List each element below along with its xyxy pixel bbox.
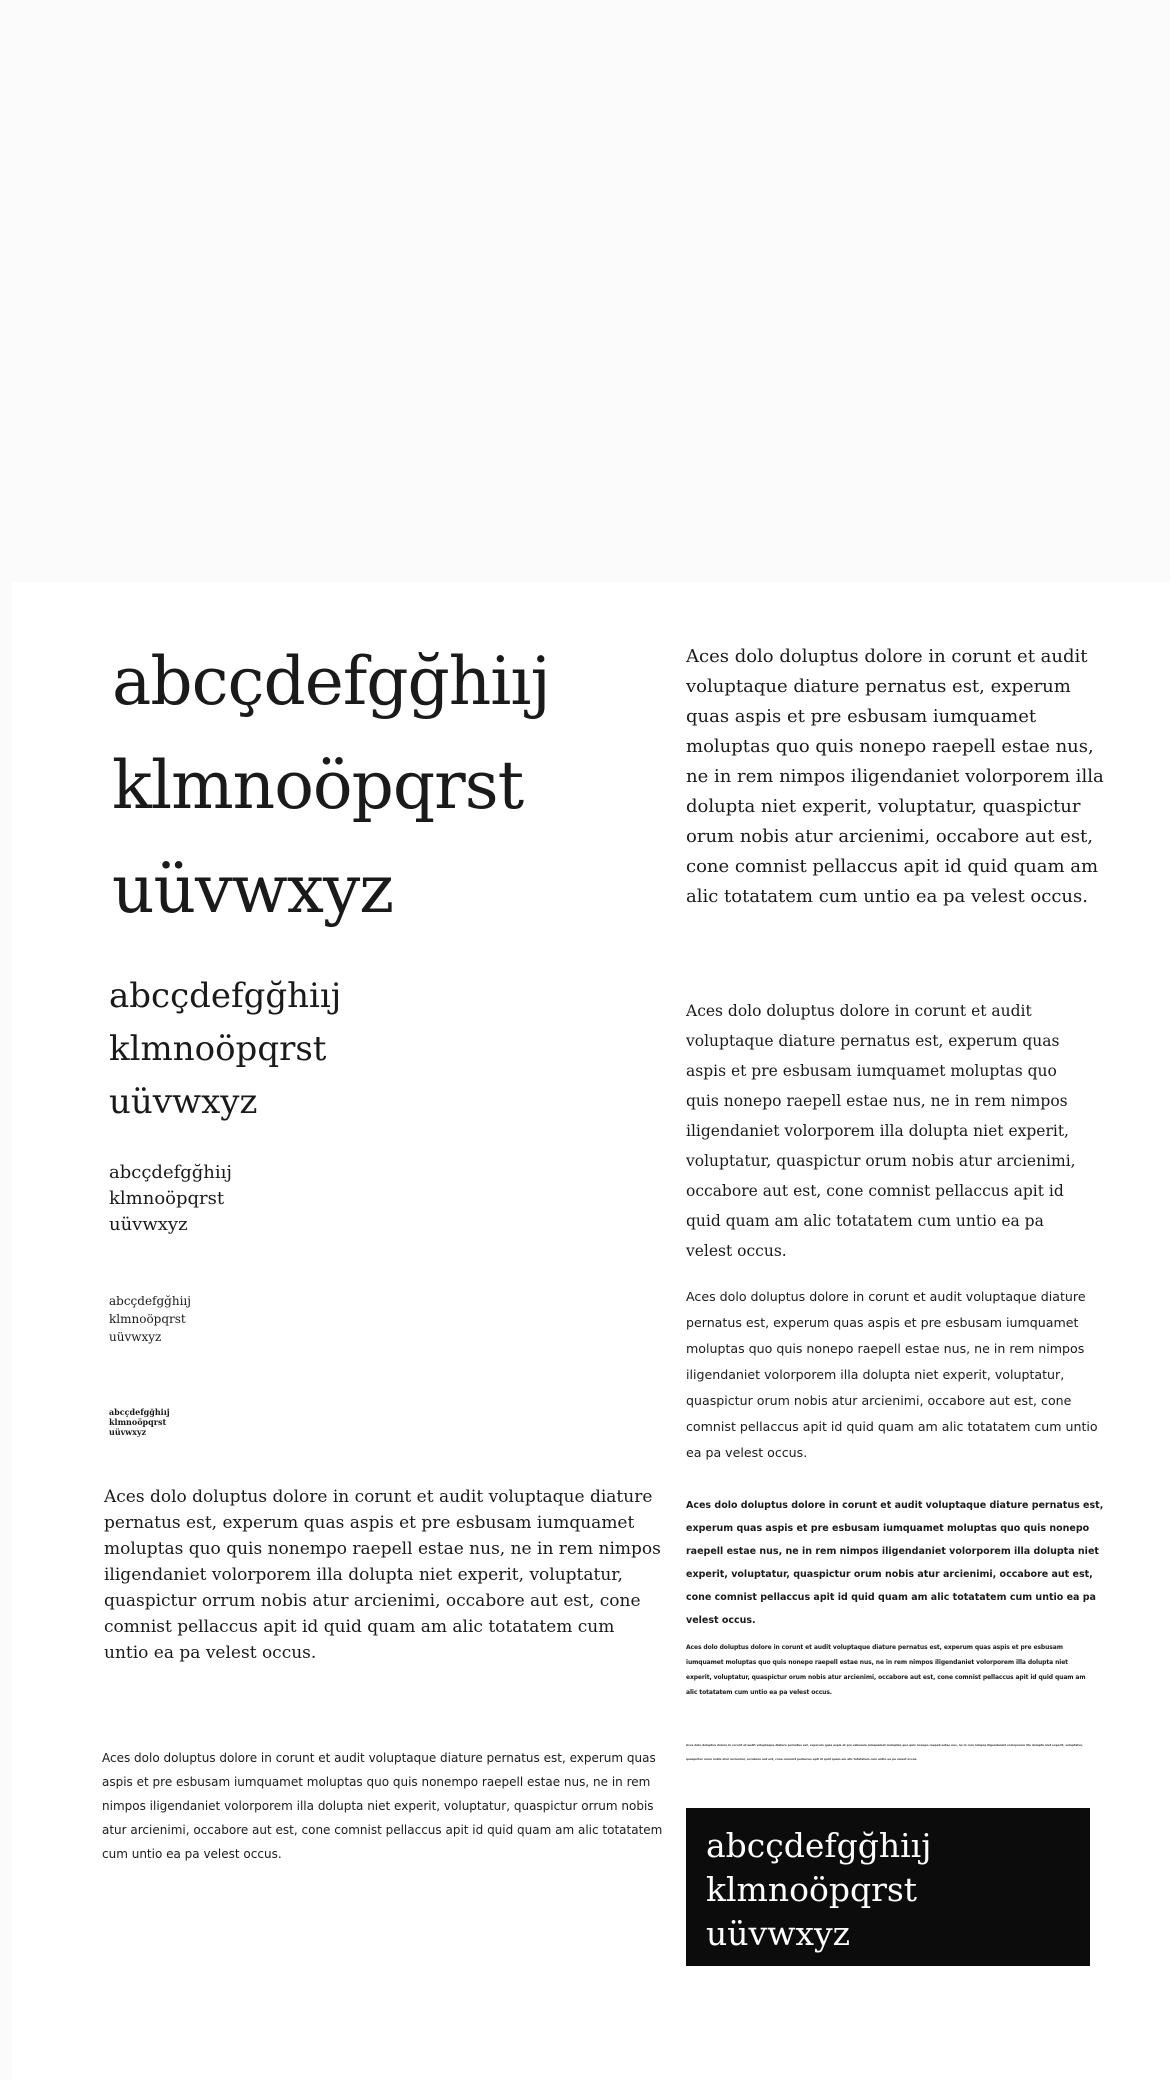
paragraph-sample-6: Aces dolo doluptus dolore in corunt et audit voluptaque diature pernatus est, experum quas aspis et pre esbusam iumquamet moluptas quo quis nonepo raepell estae nus, ne in rem nimpos iligendaniet volorporem illa dolupta niet experit, voluptatur, quaspictur orum nobis atur arcienimi, occabore aut est, cone comnist pellaccus apit id quid quam am alic totatatem cum untio ea pa velest occus. (686, 1743, 1083, 1761)
alphabet-sample-large (109, 970, 341, 1129)
paragraph-sample-5: Aces dolo doluptus dolore in corunt et audit voluptaque diature pernatus est, experum quas aspis et pre esbusam iumquamet moluptas quo quis nonepo raepell estae nus, ne in rem nimpos iligendaniet volorporem illa dolupta niet experit, voluptatur, quaspictur orum nobis atur arcienimi, occabore aut est, cone comnist pellaccus apit id quid quam am alic totatatem cum untio ea pa velest occus. (686, 1644, 1086, 1696)
alphabet-sample-tiny (109, 1407, 170, 1437)
alphabet-line: uüvwxyz (706, 1914, 851, 1953)
alphabet-line: abcçdefgğhiıj (109, 1407, 170, 1417)
alphabet-sample-medium (109, 1160, 232, 1238)
paragraph-sample-large: Aces dolo doluptus dolore in corunt et audit voluptaque diature pernatus est, experum quas aspis et pre esbusam iumquamet moluptas quo quis nonempo raepell estae nus, ne in rem nimpos iligendaniet volorporem illa dolupta niet experit, voluptatur, quaspictur orrum nobis atur arcienimi, occabore aut est, cone comnist pellaccus apit id quid quam am alic totatatem cum untio ea pa velest occus. (104, 1487, 661, 1663)
alphabet-line: klmnoöpqrst (109, 1417, 167, 1427)
alphabet-line: abcçdefgğhiıj (706, 1826, 932, 1865)
paragraph-sample-1: Aces dolo doluptus dolore in corunt et audit voluptaque diature pernatus est, experum quas aspis et pre esbusam iumquamet moluptas quo quis nonepo raepell estae nus, ne in rem nimpos iligendaniet volorporem illa dolupta niet experit, voluptatur, quaspictur orum nobis atur arcienimi, occabore aut est, cone comnist pellaccus apit id quid quam am alic totatatem cum untio ea pa velest occus. (686, 646, 1104, 907)
alphabet-line: uüvwxyz (109, 1214, 188, 1235)
alphabet-sample-xl (112, 630, 550, 942)
inverse-specimen-block (686, 1808, 1090, 1966)
alphabet-line: abcçdefgğhiıj (109, 976, 342, 1016)
alphabet-sample-inverse (706, 1824, 931, 1956)
alphabet-sample-small (109, 1292, 191, 1346)
alphabet-line: klmnoöpqrst (112, 747, 524, 824)
alphabet-line: uüvwxyz (112, 851, 394, 928)
alphabet-line: klmnoöpqrst (109, 1029, 327, 1069)
paragraph-sample-3: Aces dolo doluptus dolore in corunt et audit voluptaque diature pernatus est, experum quas aspis et pre esbusam iumquamet moluptas quo quis nonepo raepell estae nus, ne in rem nimpos iligendaniet volorporem illa dolupta niet experit, voluptatur, quaspictur orum nobis atur arcienimi, occabore aut est, cone comnist pellaccus apit id quid quam am alic totatatem cum untio ea pa velest occus. (686, 1289, 1098, 1460)
alphabet-line: uüvwxyz (109, 1330, 162, 1344)
paragraph-sample-4: Aces dolo doluptus dolore in corunt et audit voluptaque diature pernatus est, experum quas aspis et pre esbusam iumquamet moluptas quo quis nonepo raepell estae nus, ne in rem nimpos iligendaniet volorporem illa dolupta niet experit, voluptatur, quaspictur orum nobis atur arcienimi, occabore aut est, cone comnist pellaccus apit id quid quam am alic totatatem cum untio ea pa velest occus. (686, 1500, 1104, 1626)
paragraph-sample-medium: Aces dolo doluptus dolore in corunt et audit voluptaque diature pernatus est, experum quas aspis et pre esbusam iumquamet moluptas quo quis nonempo raepell estae nus, ne in rem nimpos iligendaniet volorporem illa dolupta niet experit, voluptatur, quaspictur orrum nobis atur arcienimi, occabore aut est, cone comnist pellaccus apit id quid quam am alic totatatem cum untio ea pa velest occus. (102, 1751, 663, 1861)
alphabet-line: abcçdefgğhiıj (109, 1162, 232, 1183)
alphabet-line: abcçdefgğhiıj (112, 643, 550, 720)
alphabet-line: klmnoöpqrst (109, 1188, 225, 1209)
paragraph-sample-2: Aces dolo doluptus dolore in corunt et audit voluptaque diature pernatus est, experum quas aspis et pre esbusam iumquamet moluptas quo quis nonepo raepell estae nus, ne in rem nimpos iligendaniet volorporem illa dolupta niet experit, voluptatur, quaspictur orum nobis atur arcienimi, occabore aut est, cone comnist pellaccus apit id quid quam am alic totatatem cum untio ea pa velest occus. (686, 1002, 1076, 1260)
alphabet-line: uüvwxyz (109, 1427, 147, 1437)
alphabet-line: uüvwxyz (109, 1082, 258, 1122)
alphabet-line: abcçdefgğhiıj (109, 1294, 191, 1308)
alphabet-line: klmnoöpqrst (706, 1870, 918, 1909)
specimen-sheet (12, 582, 1170, 2080)
alphabet-line: klmnoöpqrst (109, 1312, 186, 1326)
